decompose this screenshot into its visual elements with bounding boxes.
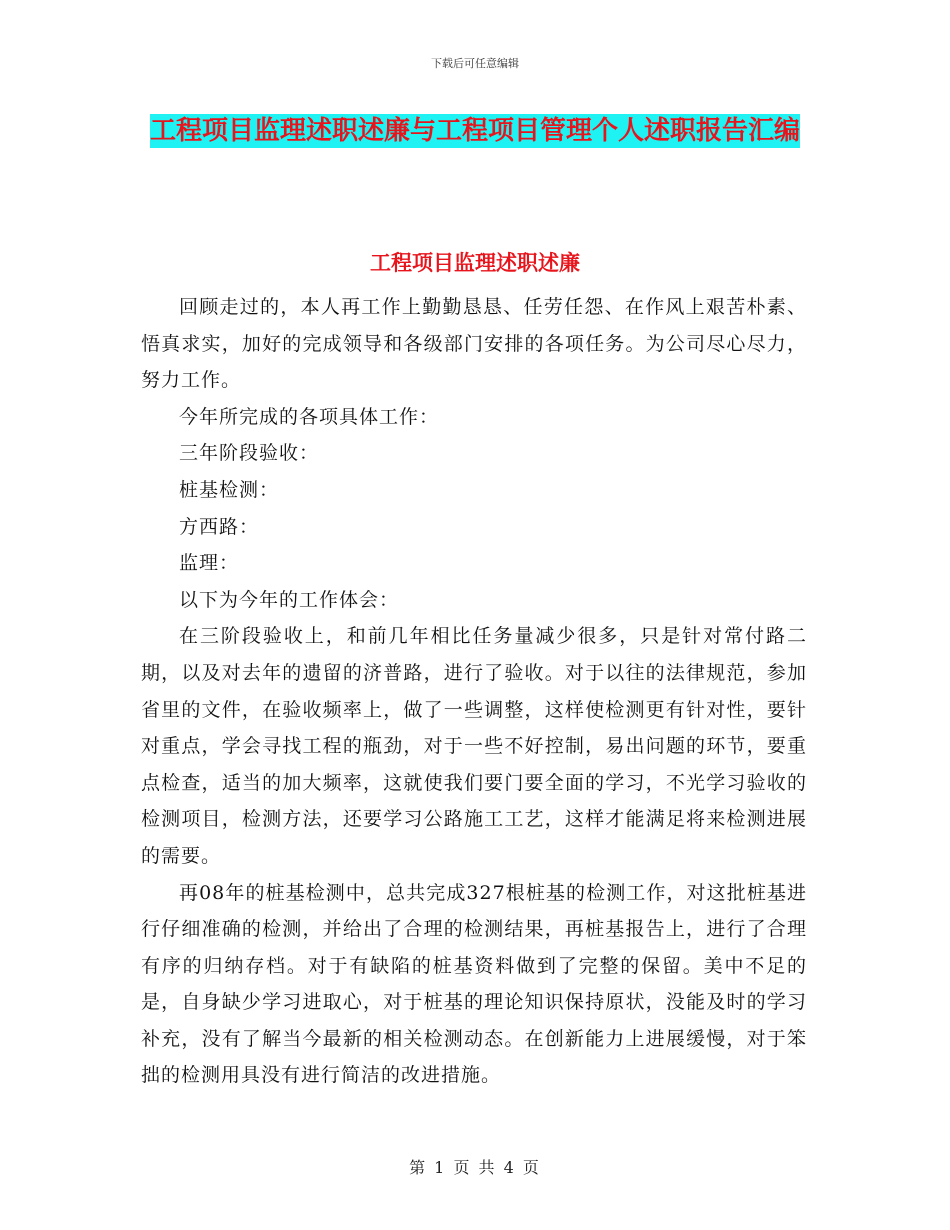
paragraph: 三年阶段验收：	[179, 442, 320, 465]
paragraph: 今年所完成的各项具体工作：	[179, 405, 440, 428]
paragraph: 桩基检测：	[179, 478, 280, 501]
paragraph: 以下为今年的工作体会：	[179, 588, 400, 611]
page-header-note: 下载后可任意编辑	[431, 57, 519, 70]
paragraph: 监理：	[179, 552, 240, 575]
paragraph: 在三阶段验收上，和前几年相比任务量减少很多，只是针对常付路二期，以及对去年的遗留的济普路，进行了验收。对于以往的法律规范，参加省里的文件，在验收频率上，做了一些调整，这样使检测更有针对性，要针对重点，学会寻找工程的瓶劲，对于一些不好控制，易出问题的环节，要重点检查，适当的加大频率，这就使我们要门要全面的学习，不光学习验收的检测项目，检测方法，还要学习公路施工工艺，这样才能满足将来检测进展的需要。	[141, 625, 807, 867]
document-body	[141, 289, 807, 1094]
section-title: 工程项目监理述职述廉	[370, 251, 580, 275]
paragraph: 方西路：	[179, 515, 260, 538]
paragraph: 回顾走过的，本人再工作上勤勤恳恳、任劳任怨、在作风上艰苦朴素、悟真求实，加好的完成领导和各级部门安排的各项任务。为公司尽心尽力，努力工作。	[141, 296, 807, 392]
document-title-text: 工程项目监理述职述廉与工程项目管理个人述职报告汇编	[149, 116, 800, 146]
document-title	[140, 108, 810, 154]
page-footer: 第 1 页 共 4 页	[409, 1158, 541, 1177]
paragraph: 再08年的桩基检测中，总共完成327根桩基的检测工作，对这批桩基进行仔细准确的检测，并给出了合理的检测结果，再桩基报告上，进行了合理有序的归纳存档。对于有缺陷的桩基资料做到了完整的保留。美中不足的是，自身缺少学习进取心，对于桩基的理论知识保持原状，没能及时的学习补充，没有了解当今最新的相关检测动态。在创新能力上进展缓慢，对于笨拙的检测用具没有进行简洁的改进措施。	[141, 881, 807, 1087]
